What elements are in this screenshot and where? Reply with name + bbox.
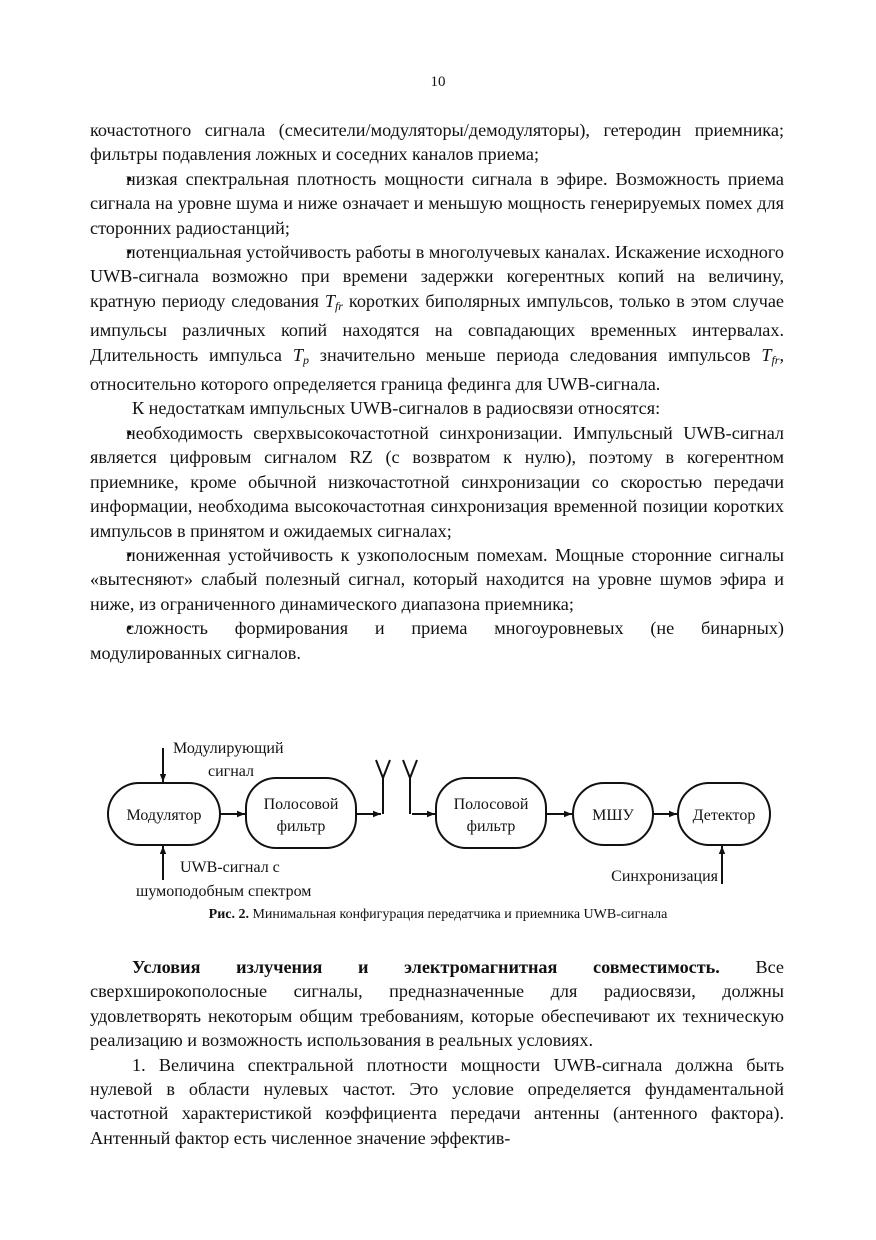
label-modulating-signal-1: Модулирующий — [173, 740, 284, 757]
detector-label: Детектор — [692, 807, 756, 824]
bullet-item-sync: необходимость сверхвысокочастотной синхронизации. Импульсный UWB-сигнал является цифровым сигналом RZ (с возвратом к нулю), поэтому в когерентном приемнике, кроме обычной низкочастотной синхронизации со скоростью передачи информации, необходима высокочастотная синхронизация временной позиции коротких импульсов в принятом и ожидаемых сигналах; — [90, 422, 784, 541]
paragraph-disadvantages-intro: К недостаткам импульсных UWB-сигналов в радиосвязи относятся: — [132, 398, 661, 419]
caption-text: Минимальная конфигурация передатчика и приемника UWB-сигнала — [252, 907, 668, 922]
bullet-item-narrowband: пониженная устойчивость к узкополосным помехам. Мощные сторонние сигналы «вытесняют» слабый полезный сигнал, который находится на уровне шумов эфира и ниже, из ограниченного динамического диапазона приемника; — [90, 544, 784, 614]
page-number: 10 — [430, 74, 446, 90]
modulator-label: Модулятор — [126, 807, 202, 824]
label-uwb-2: шумоподобным спектром — [136, 883, 312, 900]
figure-caption — [0, 907, 876, 923]
bullet-item-multipath: потенциальная устойчивость работы в многолучевых каналах. Искажение исходного UWB-сигнала возможно при времени задержки когерентных копий на величину, кратную периоду следования $T_{fr}$ коротких биполярных импульсов, только в этом случае импульсы различных копий находятся на совпадающих временных интервалах. Длительность импульса $T_p$ значительно меньше периода следования импульсов $T_{fr}$, относительно которого определяется граница фединга для UWB-сигнала. — [90, 242, 785, 395]
bandpass-filter-2-block — [436, 778, 546, 848]
paragraph-emc: Условия излучения и электромагнитная совместимость. Все сверхширокополосные сигналы, предназначенные для радиосвязи, должны удовлетворять некоторым общим требованиям, которые обеспечивают их техническую реализацию и возможность использования в реальных условиях. — [90, 957, 784, 1051]
label-modulating-signal-2: сигнал — [208, 763, 255, 780]
label-uwb-1: UWB-сигнал с — [180, 859, 280, 876]
label-sync: Синхронизация — [611, 868, 718, 885]
paragraph-condition-1: 1. Величина спектральной плотности мощности UWB-сигнала должна быть нулевой в области нулевых частот. Это условие определяется фундаментальной частотной характеристикой коэффициента передачи антенны (антенного фактора). Антенный фактор есть численное значение эффектив- — [90, 1054, 784, 1148]
bullet-item-low-psd: низкая спектральная плотность мощности сигнала в эфире. Возможность приема сигнала на уровне шума и ниже означает и меньшую мощность генерируемых помех для сторонних радиостанций; — [90, 168, 784, 238]
bpf2-label-2: фильтр — [466, 818, 516, 835]
caption-label: Рис. 2. — [208, 907, 249, 922]
rx-antenna-icon — [403, 760, 417, 814]
tx-antenna-icon — [376, 760, 390, 814]
body-text-bottom — [90, 955, 784, 1150]
bpf1-label-2: фильтр — [276, 818, 326, 835]
lna-label: МШУ — [592, 807, 634, 824]
bandpass-filter-1-block — [246, 778, 356, 848]
bullet-item-multilevel: сложность формирования и приема многоуровневых (не бинарных) модулированных сигналов. — [90, 618, 784, 663]
paragraph-continuation: кочастотного сигнала (смесители/модуляторы/демодуляторы), гетеродин приемника; фильтры подавления ложных и соседних каналов приема; — [90, 120, 784, 165]
bpf2-label-1: Полосовой — [453, 796, 529, 813]
bpf1-label-1: Полосовой — [263, 796, 339, 813]
